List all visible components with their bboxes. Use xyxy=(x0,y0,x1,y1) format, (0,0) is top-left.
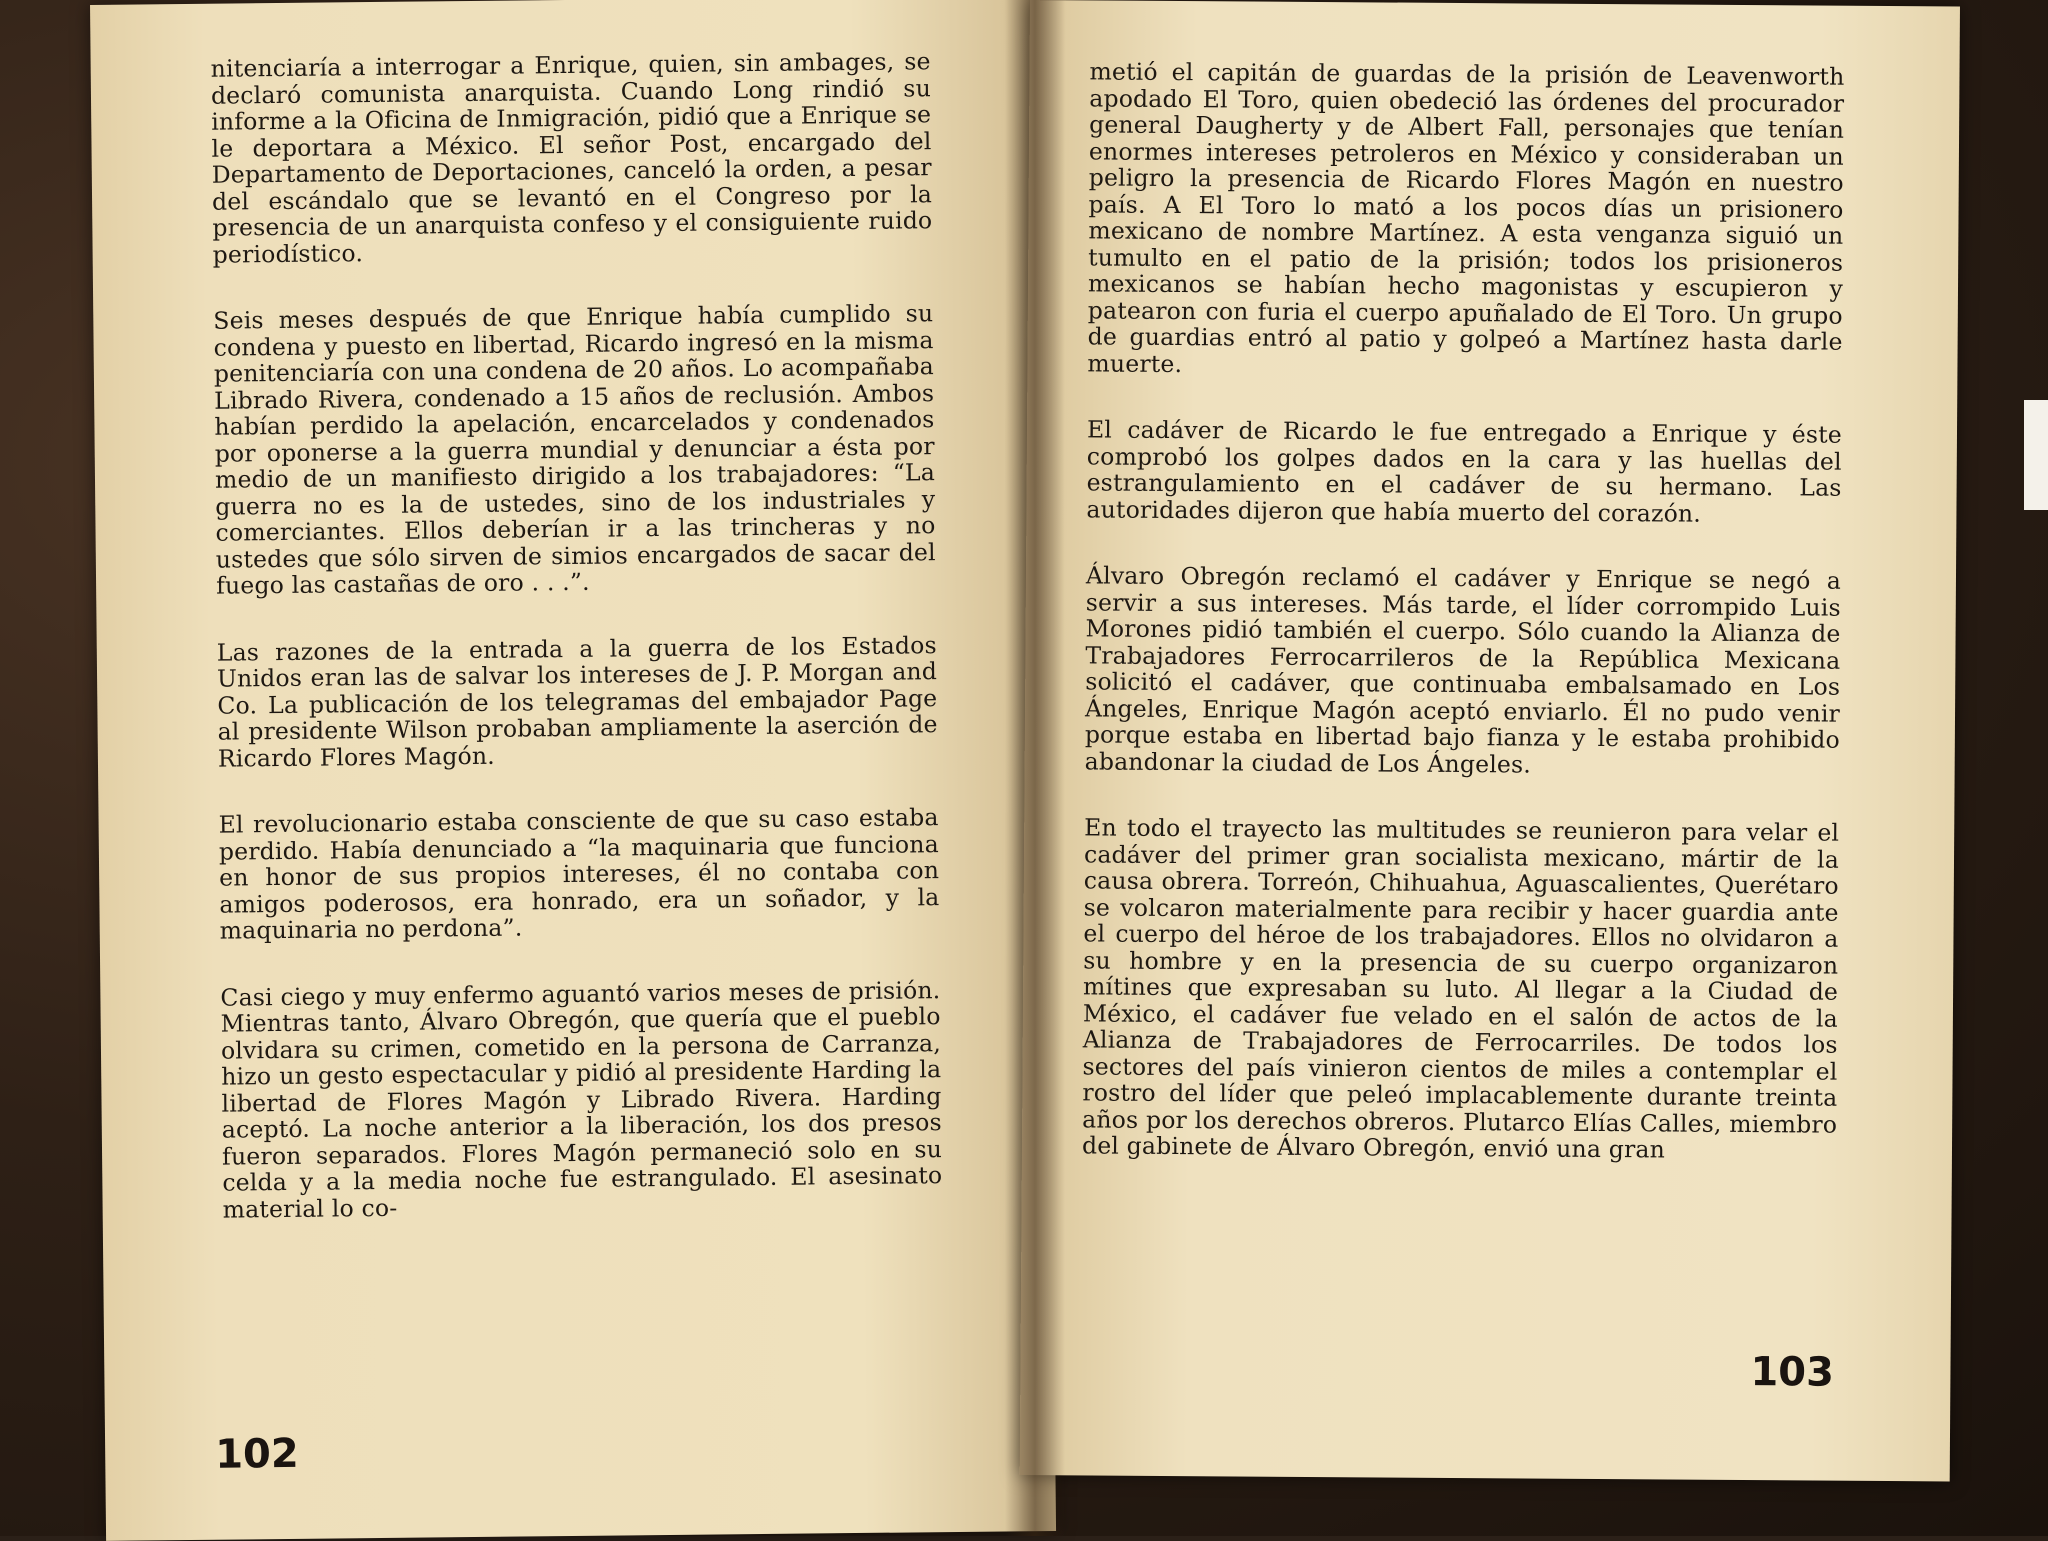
book-gutter xyxy=(1005,0,1065,1536)
paragraph: Las razones de la entrada a la guerra de los Estados Unidos eran las de salvar los intereses de J. P. Morgan and Co. La publicación de los telegramas del embajador Page al presidente Wilson probaban ampliamente la aserción de Ricardo Flores Magón. xyxy=(216,630,938,773)
paragraph: El revolucionario estaba consciente de que su caso estaba perdido. Había denunciado a “la maquinaria que funciona en honor de sus propios intereses, él no contaba con amigos poderosos, era honrado, era un soñador, y la maquinaria no perdona”. xyxy=(218,803,940,945)
paper-card-edge xyxy=(2024,400,2048,510)
right-page xyxy=(1020,0,1960,1481)
page-number: 102 xyxy=(214,1430,299,1478)
left-page-text xyxy=(211,48,944,1262)
left-page xyxy=(90,0,1056,1541)
paragraph: nitenciaría a interrogar a Enrique, quien, sin ambages, se declaró comunista anarquista. Cuando Long rindió su informe a la Oficina de Inmigración, pidió que a Enrique se le deportara a México. El señor Post, encargado del Departamento de Deportaciones, canceló la orden, a pesar del escándalo que se levantó en el Congreso por la presencia de un anarquista confeso y el consiguiente ruido periodístico. xyxy=(210,47,933,269)
paragraph: El cadáver de Ricardo le fue entregado a Enrique y éste comprobó los golpes dados en la cara y las huellas del estrangulamiento en el cadáver de su hermano. Las autoridades dijeron que había muerto del corazón. xyxy=(1086,415,1843,528)
paragraph: En todo el trayecto las multitudes se reunieron para velar el cadáver del primer gran socialista mexicano, mártir de la causa obrera. Torreón, Chihuahua, Aguascalientes, Querétaro se volcaron materialmente para recibir y hacer guardia ante el cuerpo del héroe de los trabajadores. Ellos no olvidaron a su hombre y en la presencia de su cuerpo organizaron mítines que expresaban su luto. Al llegar a la Ciudad de México, el cadáver fue velado en el salón de actos de la Alianza de Trabajadores de Ferrocarriles. De todos los sectores del país vinieron cientos de miles a contemplar el rostro del líder que peleó implacablemente durante treinta años por los derechos obreros. Plutarco Elías Calles, miembro del gabinete de Álvaro Obregón, envió una gran xyxy=(1081,813,1840,1164)
paragraph: Seis meses después de que Enrique había cumplido su condena y puesto en libertad, Ricardo ingresó en la misma penitenciaría con una condena de 20 años. Lo acompañaba Librado Rivera, condenado a 15 años de reclusión. Ambos habían perdido la apelación, encarcelados y condenados por oponerse a la guerra mundial y denunciar a ésta por medio de un manifiesto dirigido a los trabajadores: “La guerra no es la de ustedes, sino de los industriales y comerciantes. Ellos deberían ir a las trincheras y no ustedes que sólo sirven de simios encargados de sacar del fuego las castañas de oro . . .”. xyxy=(213,299,936,600)
paragraph: metió el capitán de guardas de la prisión de Leavenworth apodado El Toro, quien obedeció las órdenes del procurador general Daugherty y de Albert Fall, personajes que tenían enormes intereses petroleros en México y consideraban un peligro la presencia de Ricardo Flores Magón en nuestro país. A El Toro lo mató a los pocos días un prisionero mexicano de nombre Martínez. A esta venganza siguió un tumulto en el patio de la prisión; todos los prisioneros mexicanos se habían hecho magonistas y escupieron y patearon con furia el cuerpo apuñalado de El Toro. Un grupo de guardias entró al patio y golpeó a Martínez hasta darle muerte. xyxy=(1087,57,1845,378)
paragraph: Álvaro Obregón reclamó el cadáver y Enrique se negó a servir a sus intereses. Más tarde, el líder corrompido Luis Morones pidió también el cuerpo. Sólo cuando la Alianza de Trabajadores Ferrocarrileros de la República Mexicana solicitó el cadáver, que continuaba embalsamado en Los Ángeles, Enrique Magón aceptó enviarlo. Él no pudo venir porque estaba en libertad bajo fianza y le estaba prohibido abandonar la ciudad de Los Ángeles. xyxy=(1084,561,1842,779)
paragraph: Casi ciego y muy enfermo aguantó varios meses de prisión. Mientras tanto, Álvaro Obregón, que quería que el pueblo olvidara su crimen, cometido en la persona de Carranza, hizo un gesto espectacular y pidió al presidente Harding la libertad de Flores Magón y Librado Rivera. Harding aceptó. La noche anterior a la liberación, los dos presos fueron separados. Flores Magón permaneció solo en su celda y a la media noche fue estrangulado. El asesinato material lo co- xyxy=(220,975,943,1224)
right-page-text xyxy=(1082,58,1845,1204)
page-number: 103 xyxy=(1750,1349,1835,1396)
